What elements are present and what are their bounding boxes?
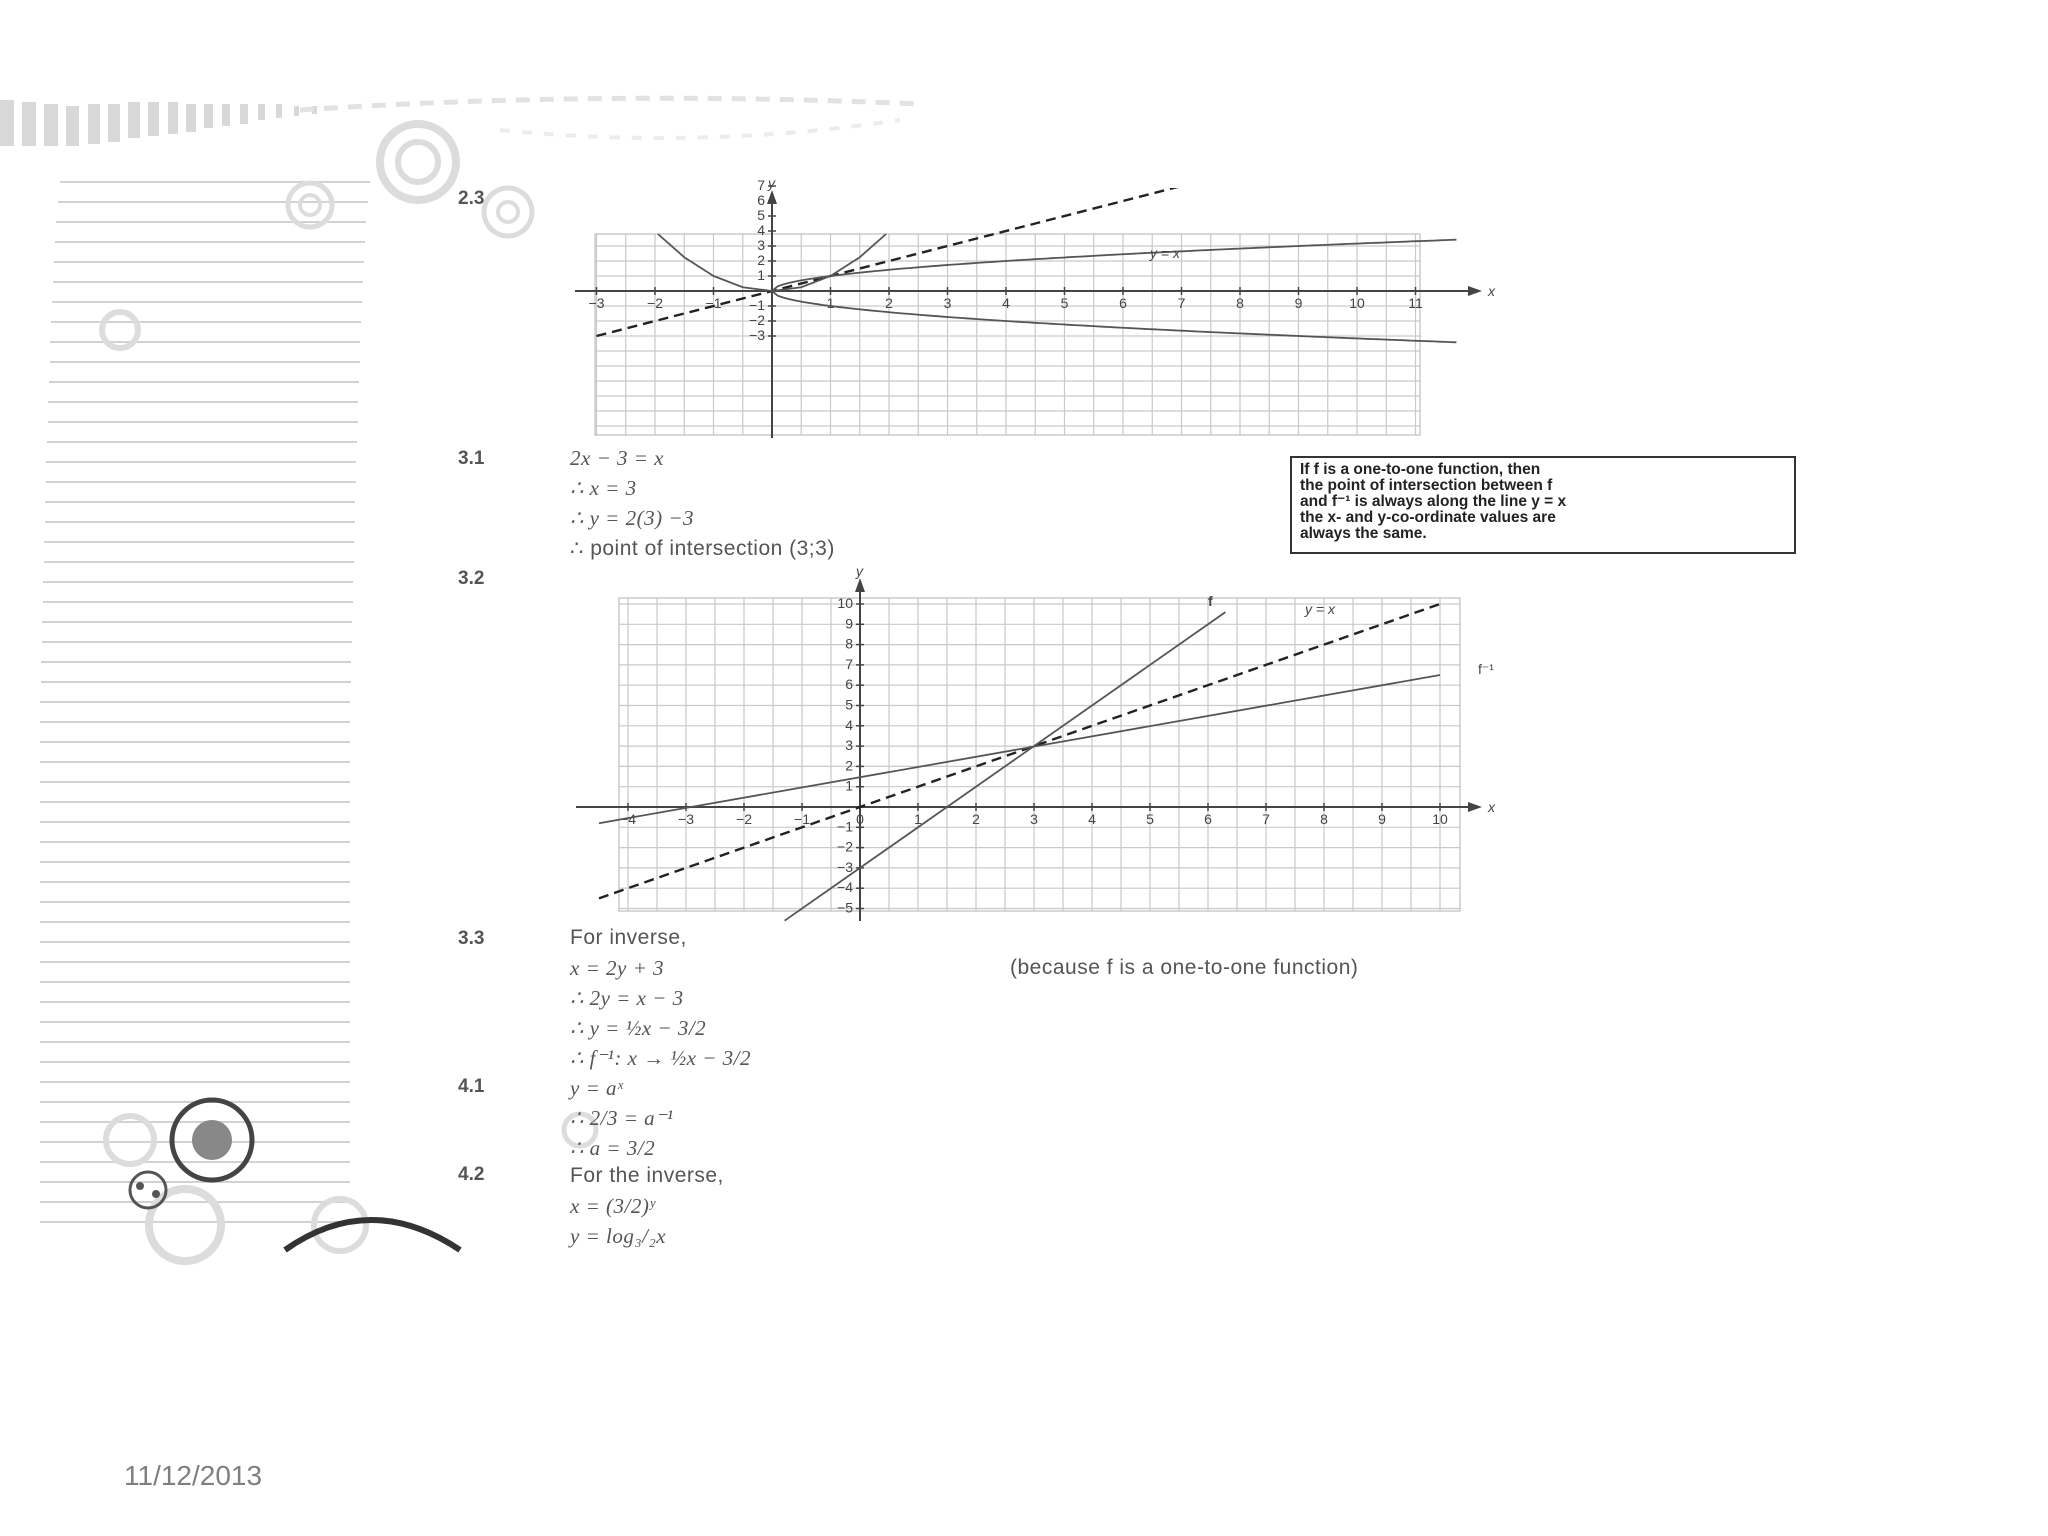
circle-decorations bbox=[102, 124, 596, 1261]
section-label-3-1: 3.1 bbox=[458, 448, 485, 469]
y-tick-label: 4 bbox=[845, 716, 853, 733]
section-label-4-1: 4.1 bbox=[458, 1076, 485, 1097]
x-tick-label: 3 bbox=[1030, 811, 1038, 827]
x-tick-label: 1 bbox=[914, 811, 922, 827]
note-line-1: If f is a one-to-one function, then bbox=[1300, 461, 1541, 478]
y-tick-label: 8 bbox=[845, 635, 853, 652]
x-tick-label: −4 bbox=[620, 811, 636, 827]
x-tick-label: 10 bbox=[1349, 295, 1365, 311]
series-1-dashed-line bbox=[599, 604, 1440, 898]
step-3-3-line-5: ∴ f⁻¹: x → ½x − 3/2 bbox=[570, 1046, 751, 1070]
y-axis-arrow-icon bbox=[767, 190, 777, 204]
y-tick-label: −4 bbox=[837, 879, 853, 896]
series-label-f: f bbox=[1208, 593, 1213, 609]
step-3-1-line-1: 2x − 3 = x bbox=[570, 446, 664, 470]
slide-date: 11/12/2013 bbox=[124, 1460, 263, 1491]
y-tick-label: 5 bbox=[845, 696, 853, 713]
x-tick-label: 4 bbox=[1002, 295, 1010, 311]
x-tick-label: 2 bbox=[885, 295, 893, 311]
y-tick-label: 9 bbox=[845, 615, 853, 632]
x-tick-label: 6 bbox=[1119, 295, 1127, 311]
x-tick-label: −1 bbox=[794, 811, 810, 827]
y-tick-label: −1 bbox=[749, 297, 765, 313]
series-3-curve bbox=[772, 240, 1456, 291]
y-tick-label: 7 bbox=[757, 177, 765, 193]
step-3-3-line-1: For inverse, bbox=[570, 926, 687, 949]
y-tick-label: −5 bbox=[837, 899, 853, 916]
y-tick-label: 2 bbox=[845, 757, 853, 774]
x-tick-label: 8 bbox=[1236, 295, 1244, 311]
note-line-3: and f⁻¹ is always along the line y = x bbox=[1300, 493, 1567, 510]
x-tick-label: 3 bbox=[943, 295, 952, 311]
step-4-2-line-1: For the inverse, bbox=[570, 1164, 724, 1187]
top-stripes-decoration bbox=[0, 100, 317, 146]
series-label-f-inverse: f⁻¹ bbox=[1478, 661, 1494, 677]
note-line-4: the x- and y-co-ordinate values are bbox=[1300, 509, 1556, 526]
step-4-2-line-3: y = log₃/₂x bbox=[570, 1224, 667, 1248]
x-axis-label: x bbox=[1488, 283, 1495, 299]
grid bbox=[619, 598, 1460, 911]
y-tick-label: 6 bbox=[845, 676, 853, 693]
x-tick-label: −3 bbox=[678, 811, 694, 827]
step-4-2-line-2: x = (3/2)ʸ bbox=[570, 1194, 656, 1218]
step-3-1-line-4: ∴ point of intersection (3;3) bbox=[570, 537, 835, 560]
x-tick-label: 7 bbox=[1262, 811, 1270, 827]
note-box bbox=[1290, 456, 1796, 554]
y-tick-label: 3 bbox=[845, 737, 853, 754]
grid-border bbox=[595, 234, 1420, 435]
x-tick-label: 5 bbox=[1060, 295, 1069, 311]
step-3-3-line-3: ∴ 2y = x − 3 bbox=[570, 986, 684, 1010]
y-axis-label: y bbox=[856, 563, 863, 579]
y-tick-label: −1 bbox=[837, 818, 853, 835]
step-3-1-line-2: ∴ x = 3 bbox=[570, 476, 637, 500]
step-4-1-line-1: y = aˣ bbox=[570, 1076, 624, 1100]
y-tick-label: 10 bbox=[837, 595, 853, 611]
section-label-2-3: 2.3 bbox=[458, 188, 485, 209]
x-tick-label: 5 bbox=[1146, 811, 1154, 827]
step-3-1-line-3: ∴ y = 2(3) −3 bbox=[570, 506, 695, 530]
step-3-3-line-2: x = 2y + 3 bbox=[570, 956, 664, 980]
x-tick-label: 9 bbox=[1294, 295, 1303, 311]
series-3-curve bbox=[599, 675, 1440, 823]
y-tick-label: 6 bbox=[757, 192, 765, 208]
note-line-5: always the same. bbox=[1300, 525, 1427, 542]
x-tick-label: 9 bbox=[1378, 811, 1386, 827]
y-tick-label: −2 bbox=[837, 838, 853, 855]
note-line-2: the point of intersection between f bbox=[1300, 477, 1553, 494]
x-tick-label: 1 bbox=[826, 295, 835, 311]
graph-2-3 bbox=[560, 175, 1520, 446]
graph-3-2 bbox=[560, 563, 1520, 926]
step-4-1-line-2: ∴ 2/3 = a⁻¹ bbox=[570, 1106, 674, 1130]
grid bbox=[595, 234, 1420, 435]
x-tick-label: 10 bbox=[1432, 811, 1448, 827]
y-tick-label: 2 bbox=[757, 252, 765, 268]
step-4-1-line-3: ∴ a = 3/2 bbox=[570, 1136, 656, 1160]
x-tick-label: −2 bbox=[736, 811, 752, 827]
section-label-4-2: 4.2 bbox=[458, 1164, 485, 1185]
y-tick-label: 1 bbox=[757, 267, 765, 283]
y-tick-label: 5 bbox=[757, 207, 765, 223]
y-tick-label: 7 bbox=[845, 655, 853, 672]
y-axis-label: y bbox=[768, 175, 775, 191]
series-label-y-equals-x: y = x bbox=[1305, 601, 1335, 617]
y-tick-label: 1 bbox=[845, 777, 853, 794]
series-label-y-equals-x: y = x bbox=[1150, 245, 1180, 261]
y-tick-label: 3 bbox=[757, 237, 765, 253]
x-tick-label: 8 bbox=[1320, 811, 1328, 827]
x-tick-label: 4 bbox=[1088, 811, 1096, 827]
section-label-3-3: 3.3 bbox=[458, 928, 485, 949]
x-tick-label: 0 bbox=[856, 811, 864, 827]
x-tick-label: 11 bbox=[1408, 295, 1423, 311]
step-3-3-aside: (because f is a one-to-one function) bbox=[1010, 956, 1359, 979]
y-tick-label: −2 bbox=[749, 312, 765, 328]
x-tick-label: 7 bbox=[1177, 295, 1186, 311]
x-axis-arrow-icon bbox=[1468, 802, 1482, 812]
y-tick-label: 4 bbox=[757, 222, 765, 238]
x-tick-label: −3 bbox=[588, 295, 605, 311]
x-axis-arrow-icon bbox=[1468, 286, 1482, 296]
x-tick-label: 6 bbox=[1204, 811, 1212, 827]
step-3-3-line-4: ∴ y = ½x − 3/2 bbox=[570, 1016, 707, 1040]
x-tick-label: −1 bbox=[705, 295, 722, 311]
lined-paper-decoration bbox=[40, 182, 370, 1222]
x-tick-label: 2 bbox=[972, 811, 980, 827]
y-axis-arrow-icon bbox=[855, 578, 865, 592]
section-label-3-2: 3.2 bbox=[458, 568, 485, 589]
x-tick-label: −2 bbox=[647, 295, 663, 311]
x-axis-label: x bbox=[1488, 799, 1495, 815]
y-tick-label: −3 bbox=[749, 327, 765, 343]
y-tick-label: −3 bbox=[837, 858, 853, 875]
series-1-dashed-line bbox=[597, 179, 1211, 337]
